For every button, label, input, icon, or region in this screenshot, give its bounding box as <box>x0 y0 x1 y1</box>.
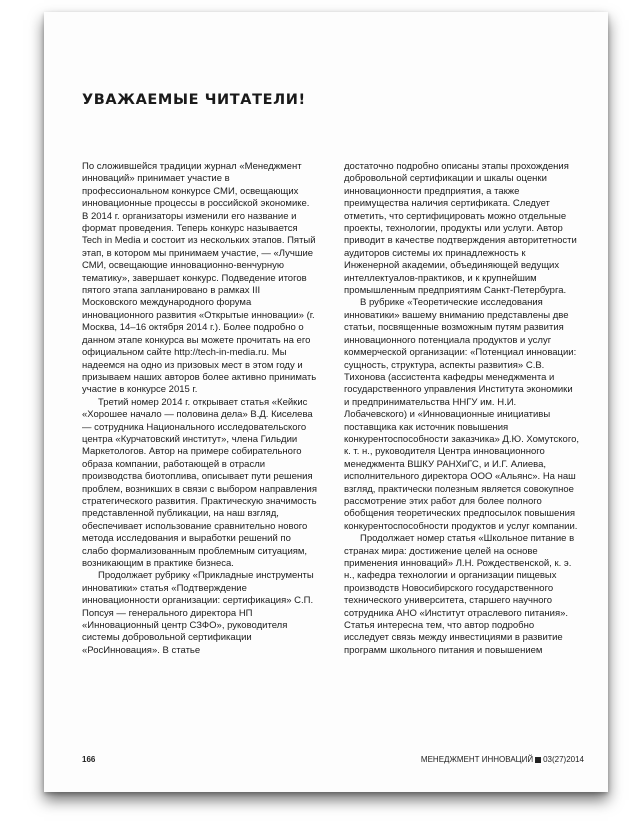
paragraph: Продолжает рубрику «Прикладные инструменты инноватики» статья «Подтверждение инновационности организации: сертификация» С.П. Попсуя — генерального директора НП «Инновационный центр СЗФО», руководителя системы добровольной сертификации «РосИнновация». В статье <box>82 570 314 656</box>
issue-number: 03(27)2014 <box>543 755 584 764</box>
page-number: 166 <box>82 755 96 764</box>
paragraph: По сложившейся традиции журнал «Менеджмент инноваций» принимает участие в профессиональном конкурсе СМИ, освещающих инновационные процессы в российской экономике. В 2014 г. организаторы изменили его название и формат проведения. Теперь конкурс называется Tech in Media и состоит из нескольких этапов. Пятый этап, в котором мы принимаем участие, — «Лучшие СМИ, освещающие инновационно-венчурную тематику», завершает конкурс. Подведение итогов пятого этапа запланировано в рамках III Московского международного форума инновационного развития «Открытые инновации» (г. Москва, 14–16 октября 2014 г.). Более подробно о данном этапе конкурса вы можете прочитать на его официальном сайте http://tech-in-media.ru. Мы надеемся на одно из призовых мест в этом году и призываем наших авторов более активно принимать участие в конкурсе 2015 г. <box>82 161 317 396</box>
page-title: УВАЖАЕМЫЕ ЧИТАТЕЛИ! <box>82 92 306 108</box>
square-bullet-icon <box>535 757 541 763</box>
text-column-left <box>82 161 318 657</box>
journal-credit <box>421 755 584 764</box>
paragraph: В рубрике «Теоретические исследования инноватики» вашему вниманию представлены две статьи, посвященные возможным путям развития инновационного потенциала продуктов и услуг коммерческой организации: «Потенциал инновации: сущность, структура, аспекты развития» С.В. Тихонова (ассистента кафедры менеджмента и государственного управления Института экономики и предпринимательства ННГУ им. Н.И. Лобачевского) и «Инновационные инициативы поставщика как источник повышения конкурентоспособности заказчика» Д.Ю. Хомутского, к. т. н., руководителя Центра инновационного менеджмента ВШКУ РАНХиГС, и И.Г. Алиева, исполнительного директора ООО «Альянс». На наш взгляд, практически полезным является совокупное рассмотрение этих работ для более полного обобщения теоретических предпосылок повышения конкурентоспособности продуктов и услуг компании. <box>344 297 579 532</box>
paragraph: Третий номер 2014 г. открывает статья «Кейкис «Хорошее начало — половина дела» В.Д. Киселева — сотрудника Национального исследовательского центра «Курчатовский институт», члена Гильдии Маркетологов. Автор на примере собирательного образа компании, работающей в отрасли производства биотоплива, описывает пути решения проблем, возникших в связи с выбором направления стратегического развития. Практическую значимость представленной публикации, на наш взгляд, обеспечивает использование сравнительно нового метода исследования и выработки решений по слабо формализованным проблемным ситуациям, возникающим в практике бизнеса. <box>82 396 318 569</box>
text-column-right <box>344 161 580 657</box>
journal-page <box>44 12 608 792</box>
paragraph: достаточно подробно описаны этапы прохождения добровольной сертификации и шкалы оценки инновационности предприятия, а также преимущества наличия сертификата. Следует отметить, что сертифицировать можно отдельные проекты, технологии, продукты или услуги. Автор приводит в качестве подтверждения авторитетности аудиторов системы их принадлежность к Инженерной академии, объединяющей ведущих интеллектуалов-практиков, и к крупнейшим промышленным предприятиям Санкт-Петербурга. <box>344 161 577 297</box>
journal-name: МЕНЕДЖМЕНТ ИННОВАЦИЙ <box>420 755 534 764</box>
paragraph: Продолжает номер статья «Школьное питание в странах мира: достижение целей на основе применения инноваций» Л.Н. Рождественской, к. э. н., кафедра технологии и организации пищевых производств Новосибирского государственного технического университета, старшего научного сотрудника АНО «Институт отраслевого питания». Статья интересна тем, что автор подробно исследует связь между инвестициями в развитие программ школьного питания и повышением <box>344 533 575 656</box>
